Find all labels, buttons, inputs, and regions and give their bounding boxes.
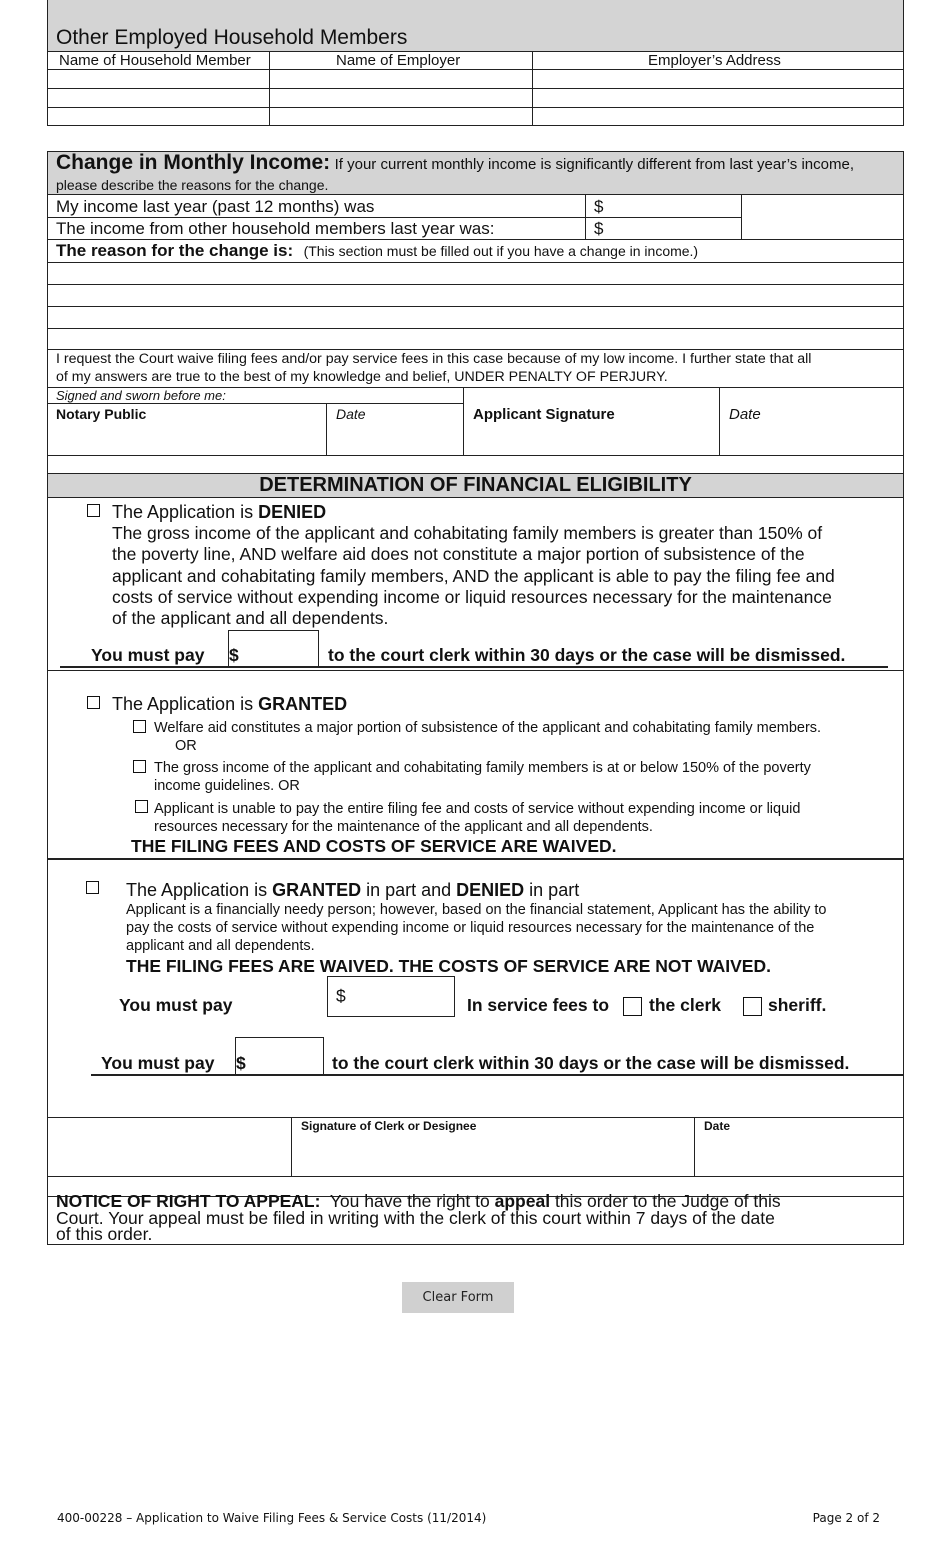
denied-pay-suffix: to the court clerk within 30 days or the case will be dismissed. bbox=[328, 645, 846, 665]
granted-opt1-or: OR bbox=[175, 738, 197, 754]
partial-pay-label-2: You must pay bbox=[101, 1053, 215, 1073]
household-row-field[interactable] bbox=[49, 71, 267, 87]
household-title: Other Employed Household Members bbox=[56, 26, 408, 49]
clerk-left-field[interactable] bbox=[49, 1119, 289, 1174]
clerk-label: the clerk bbox=[649, 995, 721, 1015]
appeal-line-3: of this order. bbox=[56, 1224, 153, 1244]
granted-opt2-text-1: The gross income of the applicant and cohabitating family members is at or below 150% of the poverty bbox=[154, 760, 811, 776]
notary-date-label: Date bbox=[336, 406, 366, 422]
clerk-checkbox[interactable] bbox=[623, 997, 642, 1016]
household-row-field[interactable] bbox=[271, 109, 530, 125]
denied-heading: The Application is DENIED bbox=[112, 502, 327, 522]
clear-form-button[interactable]: Clear Form bbox=[402, 1282, 514, 1313]
granted-opt1-text: Welfare aid constitutes a major portion of subsistence of the applicant and cohabitating family members. bbox=[154, 720, 822, 736]
declaration-line-1: I request the Court waive filing fees and/or pay service fees in this case because of my low income. I further state that all bbox=[56, 351, 812, 367]
reason-note: (This section must be filled out if you have a change in income.) bbox=[303, 243, 699, 259]
applicant-date-field[interactable] bbox=[721, 426, 902, 453]
granted-opt1-checkbox[interactable] bbox=[133, 720, 146, 733]
sheriff-checkbox[interactable] bbox=[743, 997, 762, 1016]
partial-checkbox[interactable] bbox=[86, 881, 99, 894]
reason-line-field[interactable] bbox=[49, 330, 902, 349]
granted-opt2-text-2: income guidelines. OR bbox=[154, 778, 300, 794]
notary-label: Notary Public bbox=[56, 406, 147, 422]
service-fee-amount-box[interactable] bbox=[327, 976, 455, 1017]
sheriff-label: sheriff. bbox=[768, 995, 827, 1015]
partial-text-3: applicant and all dependents. bbox=[126, 938, 315, 954]
denied-currency: $ bbox=[229, 645, 239, 665]
household-row-field[interactable] bbox=[49, 109, 267, 125]
my-income-currency: $ bbox=[594, 197, 604, 216]
reason-row bbox=[56, 241, 698, 261]
income-change-title: Change in Monthly Income: bbox=[56, 151, 331, 174]
household-row-field[interactable] bbox=[271, 71, 530, 87]
sworn-label: Signed and sworn before me: bbox=[56, 388, 226, 403]
reason-line-field[interactable] bbox=[49, 308, 902, 327]
denied-text-1: The gross income of the applicant and cohabitating family members is greater than 150% of bbox=[112, 523, 823, 543]
applicant-date-label: Date bbox=[729, 406, 761, 423]
declaration-line-2: of my answers are true to the best of my knowledge and belief, UNDER PENALTY OF PERJURY. bbox=[56, 369, 668, 385]
granted-waived: THE FILING FEES AND COSTS OF SERVICE ARE WAIVED. bbox=[131, 836, 617, 856]
reason-line-field[interactable] bbox=[49, 264, 902, 283]
granted-status: GRANTED bbox=[258, 694, 348, 714]
denied-text-4: costs of service without expending income or liquid resources necessary for the maintenance bbox=[112, 587, 832, 607]
applicant-signature-field[interactable] bbox=[465, 426, 717, 453]
col-employer: Name of Employer bbox=[336, 52, 461, 69]
income-change-intro: Change in Monthly Income: If your current monthly income is significantly different from last year’s income, bbox=[56, 151, 854, 174]
granted-checkbox[interactable] bbox=[87, 696, 100, 709]
service-fee-currency: $ bbox=[336, 986, 346, 1006]
denied-text-2: the poverty line, AND welfare aid does not constitute a major portion of subsistence of the bbox=[112, 544, 805, 564]
granted-opt3-text-2: resources necessary for the maintenance of the applicant and all dependents. bbox=[154, 819, 653, 835]
denied-text-5: of the applicant and all dependents. bbox=[112, 608, 389, 628]
denied-text-3: applicant and cohabitating family members, AND the applicant is able to pay the filing fee and bbox=[112, 566, 835, 586]
partial-amount-box[interactable] bbox=[235, 1037, 324, 1075]
clerk-date-label: Date bbox=[704, 1119, 731, 1133]
denied-status: DENIED bbox=[258, 502, 327, 522]
applicant-signature-label: Applicant Signature bbox=[473, 406, 615, 423]
reason-label: The reason for the change is: bbox=[56, 241, 294, 260]
household-row-field[interactable] bbox=[271, 90, 530, 106]
household-row-field[interactable] bbox=[49, 90, 267, 106]
granted-heading: The Application is GRANTED bbox=[112, 694, 348, 714]
appeal-line-2: Court. Your appeal must be filed in writing with the clerk of this court within 7 days of the date bbox=[56, 1208, 775, 1228]
determination-title: DETERMINATION OF FINANCIAL ELIGIBILITY bbox=[259, 474, 692, 496]
reason-line-field[interactable] bbox=[49, 286, 902, 305]
footer-form-id: 400-00228 – Application to Waive Filing Fees & Service Costs (11/2014) bbox=[57, 1511, 487, 1525]
col-household-member: Name of Household Member bbox=[59, 52, 251, 69]
my-income-field[interactable] bbox=[606, 196, 738, 216]
denied-checkbox[interactable] bbox=[87, 504, 100, 517]
other-income-currency: $ bbox=[594, 219, 604, 238]
partial-heading: The Application is GRANTED in part and DENIED in part bbox=[126, 880, 580, 900]
partial-currency-2: $ bbox=[236, 1053, 246, 1073]
denied-amount-box[interactable] bbox=[228, 630, 319, 667]
clerk-date-field[interactable] bbox=[696, 1136, 902, 1174]
denied-pay-label: You must pay bbox=[91, 645, 205, 665]
col-employer-address: Employer’s Address bbox=[648, 52, 781, 69]
granted-opt3-checkbox[interactable] bbox=[135, 800, 148, 813]
partial-text-1: Applicant is a financially needy person; however, based on the financial statement, Applicant has the ability to bbox=[126, 902, 827, 918]
household-row-field[interactable] bbox=[534, 71, 902, 87]
service-fee-label: In service fees to bbox=[467, 995, 610, 1015]
partial-text-2: pay the costs of service without expending income or liquid resources necessary for the maintenance of the bbox=[126, 920, 815, 936]
my-income-label: My income last year (past 12 months) was bbox=[56, 197, 375, 216]
other-income-label: The income from other household members last year was: bbox=[56, 219, 495, 238]
clerk-signature-label: Signature of Clerk or Designee bbox=[301, 1119, 477, 1133]
clerk-signature-field[interactable] bbox=[293, 1136, 692, 1174]
partial-pay-suffix-2: to the court clerk within 30 days or the case will be dismissed. bbox=[332, 1053, 850, 1073]
appeal-line-1: NOTICE OF RIGHT TO APPEAL: You have the right to appeal this order to the Judge of this bbox=[56, 1191, 781, 1211]
notary-signature-field[interactable] bbox=[49, 424, 324, 453]
household-row-field[interactable] bbox=[534, 90, 902, 106]
income-change-intro-2: please describe the reasons for the change. bbox=[56, 177, 329, 193]
notary-date-field[interactable] bbox=[328, 424, 461, 453]
granted-opt2-checkbox[interactable] bbox=[133, 760, 146, 773]
granted-opt3-text-1: Applicant is unable to pay the entire filing fee and costs of service without expending income or liquid bbox=[154, 801, 801, 817]
household-row-field[interactable] bbox=[534, 109, 902, 125]
partial-waived: THE FILING FEES ARE WAIVED. THE COSTS OF SERVICE ARE NOT WAIVED. bbox=[126, 956, 771, 976]
other-income-field[interactable] bbox=[606, 219, 738, 238]
footer-page-number: Page 2 of 2 bbox=[812, 1511, 880, 1525]
partial-pay-label: You must pay bbox=[119, 995, 233, 1015]
